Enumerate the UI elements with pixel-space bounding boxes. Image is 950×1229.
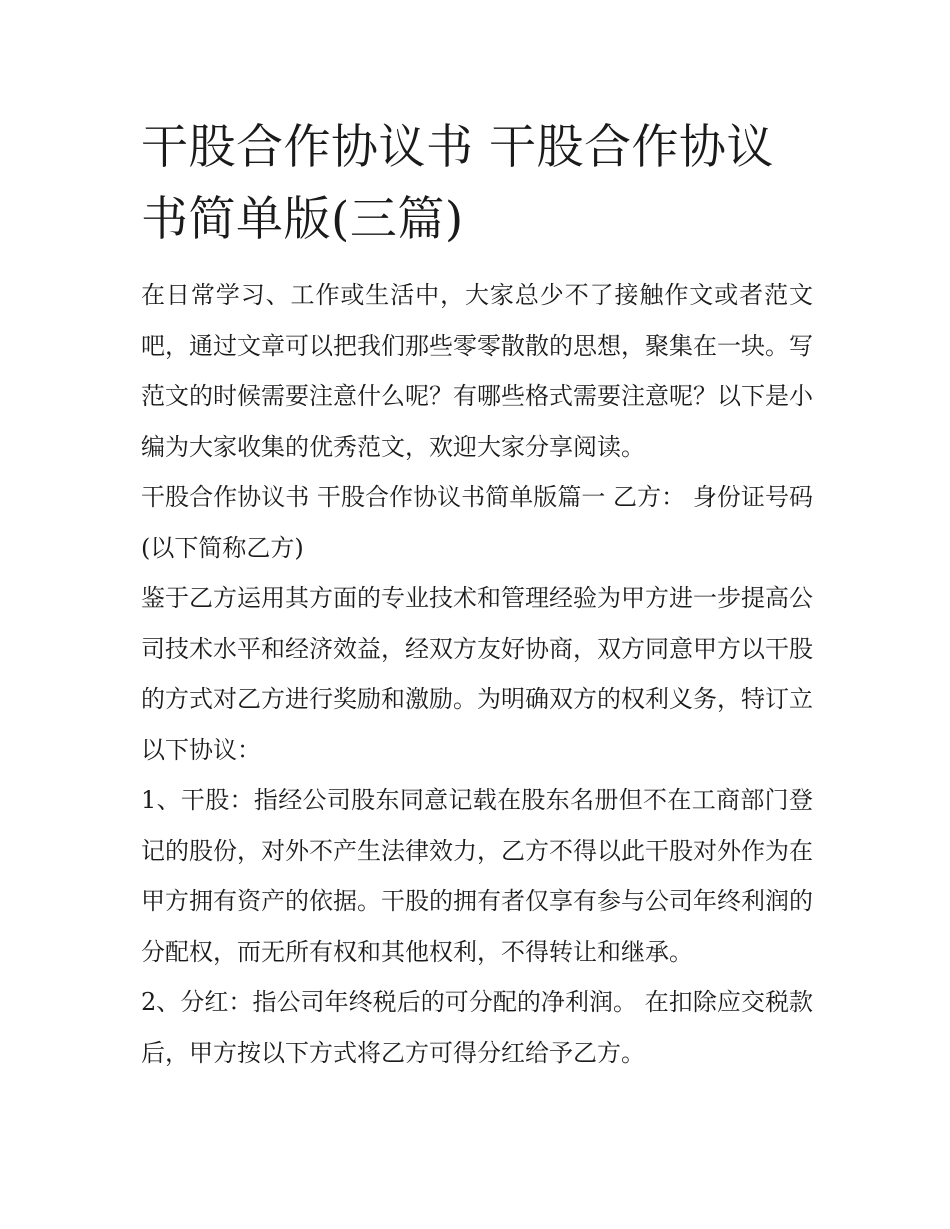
paragraph-clause-2: 2、分红：指公司年终税后的可分配的净利润。 在扣除应交税款后，甲方按以下方式将乙方可得分红给予乙方。	[141, 988, 813, 1067]
document-content	[141, 112, 813, 1078]
paragraph-intro: 在日常学习、工作或生活中，大家总少不了接触作文或者范文吧，通过文章可以把我们那些零零散散的思想，聚集在一块。写范文的时候需要注意什么呢？有哪些格式需要注意呢？以下是小编为大家收集的优秀范文，欢迎大家分享阅读。	[141, 281, 813, 461]
paragraph-parties: 干股合作协议书 干股合作协议书简单版篇一 乙方： 身份证号码 (以下简称乙方)	[141, 483, 813, 562]
document-title: 干股合作协议书 干股合作协议书简单版(三篇)	[141, 120, 774, 247]
paragraph-clause-1: 1、干股：指经公司股东同意记载在股东名册但不在工商部门登记的股份，对外不产生法律效力，乙方不得以此干股对外作为在甲方拥有资产的依据。干股的拥有者仅享有参与公司年终利润的分配权，而无所有权和其他权利，不得转让和继承。	[141, 786, 813, 966]
paragraph-preamble: 鉴于乙方运用其方面的专业技术和管理经验为甲方进一步提高公司技术水平和经济效益，经双方友好协商，双方同意甲方以干股的方式对乙方进行奖励和激励。为明确双方的权利义务，特订立以下协议：	[141, 584, 813, 764]
